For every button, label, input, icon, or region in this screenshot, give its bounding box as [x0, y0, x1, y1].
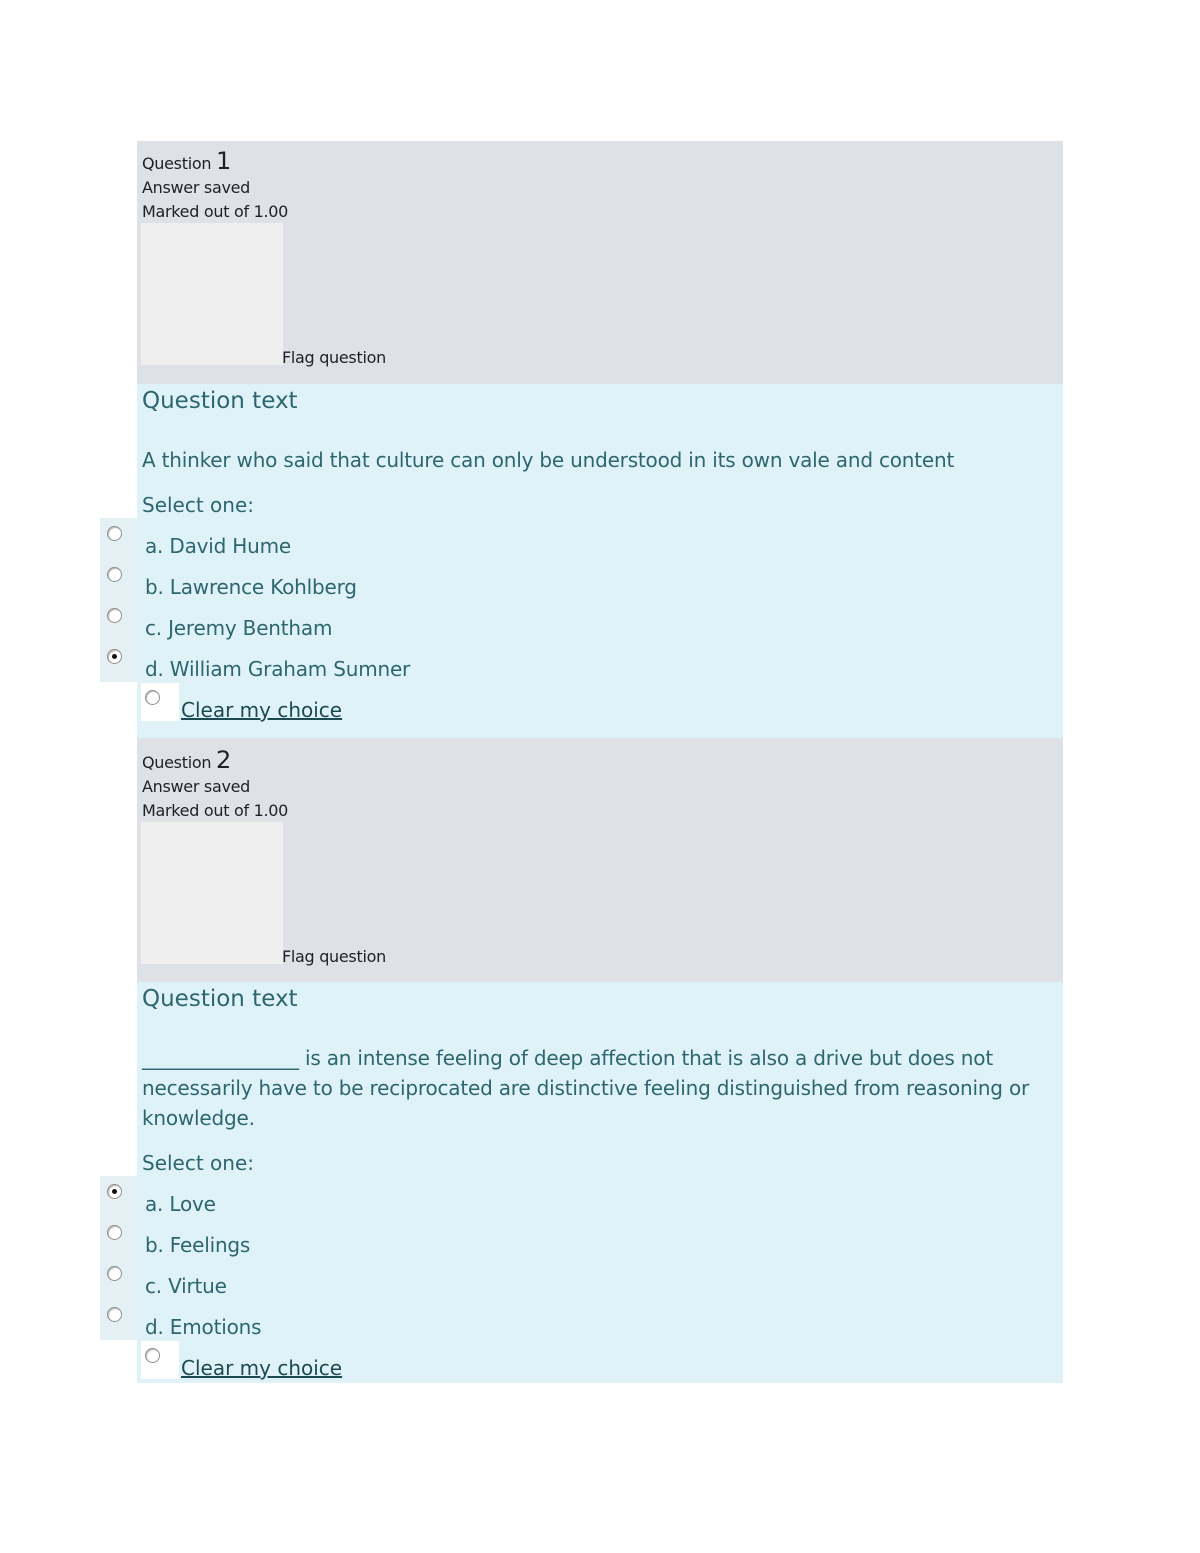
question-2-info: [137, 738, 1063, 982]
question-text-title: Question text: [142, 986, 298, 1012]
radio-button[interactable]: [145, 690, 160, 705]
flag-icon[interactable]: [141, 822, 283, 964]
radio-button-selected[interactable]: [107, 649, 122, 664]
radio-button[interactable]: [107, 1266, 122, 1281]
option-label[interactable]: c. Jeremy Bentham: [145, 616, 333, 640]
question-1-state: Answer saved: [142, 178, 251, 197]
option-label[interactable]: d. Emotions: [145, 1315, 262, 1339]
option-label[interactable]: a. Love: [145, 1192, 216, 1216]
radio-button[interactable]: [107, 608, 122, 623]
question-text-title: Question text: [142, 388, 298, 414]
flag-icon[interactable]: [141, 223, 283, 365]
radio-button[interactable]: [107, 1307, 122, 1322]
question-number: 1: [215, 147, 231, 175]
flag-question-label[interactable]: Flag question: [282, 348, 386, 367]
radio-button[interactable]: [107, 1225, 122, 1240]
question-1-heading: [142, 147, 231, 175]
question-number: 2: [215, 746, 231, 774]
option-label[interactable]: c. Virtue: [145, 1274, 227, 1298]
question-label: Question: [142, 154, 212, 173]
question-label: Question: [142, 753, 212, 772]
radio-button[interactable]: [145, 1348, 160, 1363]
question-2-marks: Marked out of 1.00: [142, 801, 288, 820]
radio-button[interactable]: [107, 526, 122, 541]
select-one-prompt: Select one:: [142, 493, 255, 517]
option-label[interactable]: d. William Graham Sumner: [145, 657, 411, 681]
question-1-text: A thinker who said that culture can only be understood in its own vale and content: [142, 448, 955, 472]
select-one-prompt: Select one:: [142, 1151, 255, 1175]
question-1-info: [137, 141, 1063, 384]
radio-button[interactable]: [107, 567, 122, 582]
question-2-content: [137, 982, 1063, 1383]
clear-my-choice-link[interactable]: Clear my choice: [181, 698, 343, 722]
flag-question-label[interactable]: Flag question: [282, 947, 386, 966]
clear-my-choice-link[interactable]: Clear my choice: [181, 1356, 343, 1380]
question-1-marks: Marked out of 1.00: [142, 202, 288, 221]
option-label[interactable]: b. Feelings: [145, 1233, 251, 1257]
question-2-heading: [142, 746, 231, 774]
question-2-state: Answer saved: [142, 777, 251, 796]
question-1-content: [137, 384, 1063, 738]
option-label[interactable]: a. David Hume: [145, 534, 291, 558]
radio-button-selected[interactable]: [107, 1184, 122, 1199]
option-label[interactable]: b. Lawrence Kohlberg: [145, 575, 357, 599]
question-2-text: ________________ is an intense feeling of deep affection that is also a drive but does not necessarily have to be reciprocated are distinctive feeling distinguished from reasoning or knowledge.: [142, 1046, 1030, 1130]
